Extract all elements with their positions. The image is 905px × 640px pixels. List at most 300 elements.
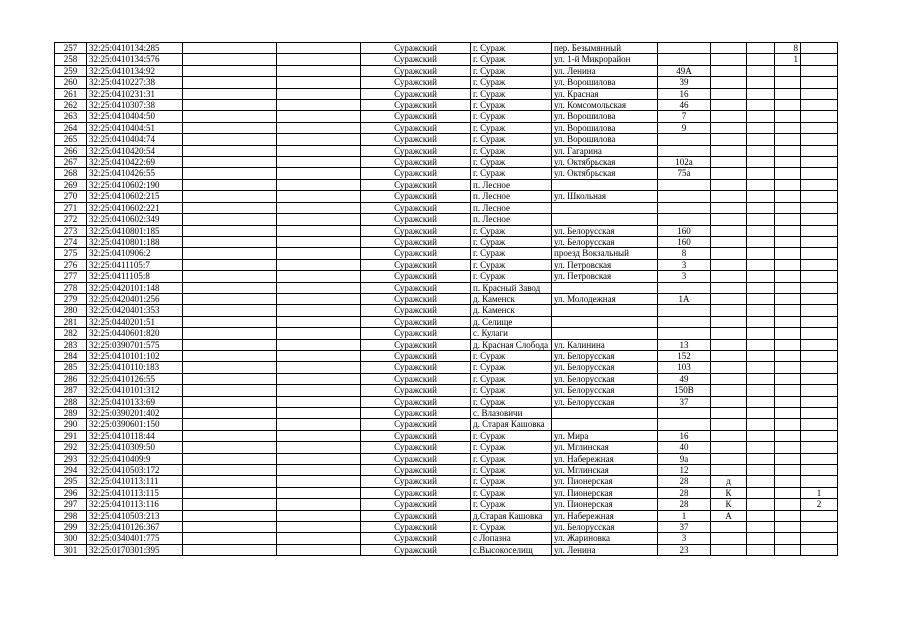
- table-row: [55, 77, 838, 88]
- cell-settlement: д. Красная Слобода: [471, 339, 552, 350]
- cell-blank-col-c: [747, 419, 775, 430]
- cell-apartment-number: 2: [801, 499, 838, 510]
- cell-street: ул. Мира: [552, 430, 658, 441]
- cell-settlement: г. Сураж: [471, 271, 552, 282]
- cell-house-letter: [711, 339, 747, 350]
- cell-blank-col-c: [747, 214, 775, 225]
- cell-blank-col-a: [183, 487, 277, 498]
- cell-house-letter: [711, 316, 747, 327]
- cell-row-number: 285: [55, 362, 87, 373]
- cell-house-letter: [711, 533, 747, 544]
- cell-house-letter: [711, 179, 747, 190]
- cell-extra-number: [775, 373, 801, 384]
- cell-house-letter: [711, 145, 747, 156]
- cell-street: ул. Молодежная: [552, 293, 658, 304]
- cell-blank-col-c: [747, 122, 775, 133]
- cell-blank-col-c: [747, 157, 775, 168]
- cell-district: Суражский: [361, 408, 471, 419]
- cell-blank-col-b: [277, 122, 361, 133]
- cell-row-number: 280: [55, 305, 87, 316]
- cell-blank-col-b: [277, 259, 361, 270]
- cell-extra-number: [775, 476, 801, 487]
- cell-row-number: 267: [55, 157, 87, 168]
- cell-extra-number: [775, 293, 801, 304]
- cell-extra-number: [775, 77, 801, 88]
- cell-house-letter: [711, 88, 747, 99]
- cell-blank-col-b: [277, 362, 361, 373]
- table-row: [55, 179, 838, 190]
- cell-row-number: 270: [55, 191, 87, 202]
- cell-street: ул. Белорусская: [552, 362, 658, 373]
- cell-settlement: г. Сураж: [471, 442, 552, 453]
- table-row: [55, 465, 838, 476]
- cell-district: Суражский: [361, 419, 471, 430]
- table-row: [55, 282, 838, 293]
- cell-apartment-number: [801, 442, 838, 453]
- cell-blank-col-a: [183, 533, 277, 544]
- cell-apartment-number: [801, 54, 838, 65]
- table-row: [55, 522, 838, 533]
- cell-house-number: [658, 419, 711, 430]
- cell-extra-number: [775, 100, 801, 111]
- cell-extra-number: [775, 236, 801, 247]
- cell-row-number: 279: [55, 293, 87, 304]
- cell-row-number: 278: [55, 282, 87, 293]
- cell-cadastral-number: 32:25:0410420:54: [87, 145, 183, 156]
- cell-house-number: [658, 179, 711, 190]
- cell-district: Суражский: [361, 191, 471, 202]
- cell-apartment-number: [801, 373, 838, 384]
- cell-cadastral-number: 32:25:0410134:576: [87, 54, 183, 65]
- table-row: [55, 305, 838, 316]
- cell-house-number: [658, 316, 711, 327]
- table-row: [55, 453, 838, 464]
- table-row: [55, 419, 838, 430]
- cell-extra-number: [775, 259, 801, 270]
- cell-cadastral-number: 32:25:0410404:51: [87, 122, 183, 133]
- table-row: [55, 202, 838, 213]
- cell-extra-number: [775, 510, 801, 521]
- cell-street: ул. Белорусская: [552, 385, 658, 396]
- register-sheet: [54, 42, 837, 556]
- cell-house-letter: [711, 430, 747, 441]
- cell-blank-col-c: [747, 373, 775, 384]
- cell-blank-col-c: [747, 339, 775, 350]
- cell-street: ул. Октябрьская: [552, 168, 658, 179]
- cell-cadastral-number: 32:25:0390201:402: [87, 408, 183, 419]
- cell-blank-col-c: [747, 168, 775, 179]
- cell-blank-col-b: [277, 453, 361, 464]
- cell-blank-col-a: [183, 271, 277, 282]
- cell-blank-col-c: [747, 499, 775, 510]
- cell-house-number: 37: [658, 522, 711, 533]
- cell-house-number: 152: [658, 350, 711, 361]
- cell-street: ул. Петровская: [552, 259, 658, 270]
- cell-settlement: г. Сураж: [471, 88, 552, 99]
- cell-blank-col-c: [747, 145, 775, 156]
- cell-extra-number: [775, 202, 801, 213]
- cell-settlement: г. Сураж: [471, 43, 552, 54]
- cell-row-number: 282: [55, 328, 87, 339]
- cell-street: [552, 214, 658, 225]
- cell-cadastral-number: 32:25:0420101:148: [87, 282, 183, 293]
- cell-district: Суражский: [361, 43, 471, 54]
- cell-blank-col-b: [277, 430, 361, 441]
- table-row: [55, 499, 838, 510]
- table-row: [55, 339, 838, 350]
- cell-row-number: 275: [55, 248, 87, 259]
- table-row: [55, 88, 838, 99]
- cell-house-number: 46: [658, 100, 711, 111]
- cell-settlement: п. Лесное: [471, 191, 552, 202]
- cell-district: Суражский: [361, 259, 471, 270]
- cell-house-number: 16: [658, 88, 711, 99]
- cell-extra-number: [775, 145, 801, 156]
- table-row: [55, 65, 838, 76]
- cell-settlement: г. Сураж: [471, 465, 552, 476]
- cell-extra-number: [775, 533, 801, 544]
- cell-blank-col-b: [277, 510, 361, 521]
- cell-settlement: г. Сураж: [471, 157, 552, 168]
- cell-blank-col-a: [183, 476, 277, 487]
- cell-extra-number: [775, 350, 801, 361]
- cell-house-number: 102а: [658, 157, 711, 168]
- cell-cadastral-number: 32:25:0410101:102: [87, 350, 183, 361]
- cell-house-number: 12: [658, 465, 711, 476]
- table-row: [55, 442, 838, 453]
- cell-cadastral-number: 32:25:0390701:575: [87, 339, 183, 350]
- cell-blank-col-a: [183, 214, 277, 225]
- cell-settlement: д. Каменск: [471, 293, 552, 304]
- cell-street: [552, 305, 658, 316]
- cell-apartment-number: [801, 396, 838, 407]
- cell-district: Суражский: [361, 225, 471, 236]
- cell-house-number: 9а: [658, 453, 711, 464]
- cell-district: Суражский: [361, 100, 471, 111]
- cell-house-number: 103: [658, 362, 711, 373]
- cell-settlement: п. Красный Завод: [471, 282, 552, 293]
- cell-settlement: п. Лесное: [471, 179, 552, 190]
- cell-blank-col-b: [277, 408, 361, 419]
- cell-street: ул. Белорусская: [552, 373, 658, 384]
- table-row: [55, 225, 838, 236]
- cell-street: ул. Октябрьская: [552, 157, 658, 168]
- cell-blank-col-b: [277, 157, 361, 168]
- cell-blank-col-c: [747, 293, 775, 304]
- cell-blank-col-a: [183, 100, 277, 111]
- cell-apartment-number: [801, 408, 838, 419]
- cell-house-number: 28: [658, 499, 711, 510]
- cell-district: Суражский: [361, 305, 471, 316]
- cell-apartment-number: [801, 134, 838, 145]
- cell-blank-col-b: [277, 214, 361, 225]
- cell-apartment-number: [801, 282, 838, 293]
- cell-blank-col-a: [183, 134, 277, 145]
- cell-row-number: 288: [55, 396, 87, 407]
- table-row: [55, 396, 838, 407]
- table-row: [55, 54, 838, 65]
- cell-district: Суражский: [361, 328, 471, 339]
- cell-apartment-number: [801, 111, 838, 122]
- cell-street: ул. Жариновка: [552, 533, 658, 544]
- cell-blank-col-c: [747, 43, 775, 54]
- cell-street: [552, 179, 658, 190]
- cell-house-letter: [711, 225, 747, 236]
- cell-street: ул. Ворошилова: [552, 134, 658, 145]
- table-row: [55, 533, 838, 544]
- cell-apartment-number: [801, 271, 838, 282]
- cell-cadastral-number: 32:25:0410801:188: [87, 236, 183, 247]
- cell-blank-col-c: [747, 111, 775, 122]
- cell-settlement: д. Селище: [471, 316, 552, 327]
- cell-apartment-number: [801, 214, 838, 225]
- cell-district: Суражский: [361, 396, 471, 407]
- cell-row-number: 272: [55, 214, 87, 225]
- cell-house-number: 3: [658, 259, 711, 270]
- cell-blank-col-c: [747, 259, 775, 270]
- cell-row-number: 301: [55, 544, 87, 555]
- cell-apartment-number: [801, 465, 838, 476]
- cell-extra-number: [775, 168, 801, 179]
- cell-extra-number: [775, 328, 801, 339]
- table-row: [55, 191, 838, 202]
- cell-settlement: г. Сураж: [471, 259, 552, 270]
- cell-settlement: г. Сураж: [471, 476, 552, 487]
- table-row: [55, 248, 838, 259]
- cell-extra-number: [775, 339, 801, 350]
- cell-extra-number: [775, 134, 801, 145]
- cell-district: Суражский: [361, 248, 471, 259]
- cell-blank-col-c: [747, 191, 775, 202]
- cell-blank-col-b: [277, 396, 361, 407]
- cell-house-letter: [711, 522, 747, 533]
- cell-house-number: [658, 282, 711, 293]
- cell-house-letter: [711, 396, 747, 407]
- cell-row-number: 273: [55, 225, 87, 236]
- cell-house-letter: [711, 168, 747, 179]
- cell-extra-number: [775, 88, 801, 99]
- cell-settlement: г. Сураж: [471, 487, 552, 498]
- cell-settlement: г. Сураж: [471, 385, 552, 396]
- table-row: [55, 328, 838, 339]
- cell-blank-col-b: [277, 179, 361, 190]
- cell-blank-col-a: [183, 305, 277, 316]
- cell-extra-number: [775, 271, 801, 282]
- cell-row-number: 264: [55, 122, 87, 133]
- cell-house-number: [658, 202, 711, 213]
- cell-district: Суражский: [361, 77, 471, 88]
- cell-blank-col-a: [183, 157, 277, 168]
- cell-cadastral-number: 32:25:0440601:820: [87, 328, 183, 339]
- cell-blank-col-b: [277, 248, 361, 259]
- cell-apartment-number: [801, 362, 838, 373]
- cell-blank-col-b: [277, 316, 361, 327]
- cell-house-letter: [711, 134, 747, 145]
- cell-blank-col-b: [277, 350, 361, 361]
- cell-house-letter: [711, 385, 747, 396]
- cell-blank-col-c: [747, 476, 775, 487]
- cell-house-number: 1А: [658, 293, 711, 304]
- cell-row-number: 291: [55, 430, 87, 441]
- cell-house-letter: [711, 259, 747, 270]
- cell-cadastral-number: 32:25:0410134:92: [87, 65, 183, 76]
- cell-row-number: 263: [55, 111, 87, 122]
- cell-cadastral-number: 32:25:0390601:150: [87, 419, 183, 430]
- cell-district: Суражский: [361, 350, 471, 361]
- table-row: [55, 476, 838, 487]
- cell-apartment-number: [801, 430, 838, 441]
- cell-house-number: 160: [658, 236, 711, 247]
- cell-blank-col-b: [277, 145, 361, 156]
- cell-row-number: 261: [55, 88, 87, 99]
- cell-blank-col-c: [747, 396, 775, 407]
- cell-street: [552, 282, 658, 293]
- cell-blank-col-a: [183, 168, 277, 179]
- cell-house-number: 40: [658, 442, 711, 453]
- cell-house-number: 49А: [658, 65, 711, 76]
- cell-house-number: 49: [658, 373, 711, 384]
- land-register-table: [54, 42, 838, 556]
- cell-house-letter: [711, 328, 747, 339]
- cell-apartment-number: [801, 77, 838, 88]
- cell-settlement: г. Сураж: [471, 499, 552, 510]
- cell-row-number: 276: [55, 259, 87, 270]
- table-row: [55, 544, 838, 555]
- cell-cadastral-number: 32:25:0410101:312: [87, 385, 183, 396]
- cell-blank-col-c: [747, 328, 775, 339]
- cell-street: ул. Гагарина: [552, 145, 658, 156]
- cell-house-letter: [711, 54, 747, 65]
- cell-cadastral-number: 32:25:0411105:7: [87, 259, 183, 270]
- cell-district: Суражский: [361, 214, 471, 225]
- cell-district: Суражский: [361, 544, 471, 555]
- cell-apartment-number: 1: [801, 487, 838, 498]
- cell-district: Суражский: [361, 202, 471, 213]
- cell-extra-number: [775, 430, 801, 441]
- cell-house-number: 9: [658, 122, 711, 133]
- cell-blank-col-c: [747, 533, 775, 544]
- cell-district: Суражский: [361, 487, 471, 498]
- cell-extra-number: [775, 282, 801, 293]
- cell-district: Суражский: [361, 316, 471, 327]
- cell-blank-col-b: [277, 77, 361, 88]
- cell-blank-col-b: [277, 134, 361, 145]
- cell-settlement: г. Сураж: [471, 248, 552, 259]
- cell-apartment-number: [801, 305, 838, 316]
- cell-district: Суражский: [361, 476, 471, 487]
- cell-settlement: г. Сураж: [471, 362, 552, 373]
- cell-settlement: д. Старая Кашовка: [471, 419, 552, 430]
- cell-row-number: 265: [55, 134, 87, 145]
- cell-settlement: г. Сураж: [471, 134, 552, 145]
- cell-settlement: г. Сураж: [471, 145, 552, 156]
- cell-cadastral-number: 32:25:0420401:256: [87, 293, 183, 304]
- cell-blank-col-c: [747, 65, 775, 76]
- cell-house-letter: [711, 465, 747, 476]
- cell-street: ул. Ленина: [552, 544, 658, 555]
- cell-cadastral-number: 32:25:0411105:8: [87, 271, 183, 282]
- cell-blank-col-a: [183, 225, 277, 236]
- cell-extra-number: [775, 111, 801, 122]
- cell-row-number: 296: [55, 487, 87, 498]
- cell-extra-number: [775, 65, 801, 76]
- cell-row-number: 289: [55, 408, 87, 419]
- cell-apartment-number: [801, 522, 838, 533]
- cell-blank-col-a: [183, 54, 277, 65]
- cell-house-letter: А: [711, 510, 747, 521]
- cell-house-number: [658, 191, 711, 202]
- cell-apartment-number: [801, 248, 838, 259]
- cell-blank-col-b: [277, 465, 361, 476]
- cell-district: Суражский: [361, 362, 471, 373]
- cell-apartment-number: [801, 88, 838, 99]
- cell-street: ул. Ворошилова: [552, 77, 658, 88]
- cell-house-letter: К: [711, 487, 747, 498]
- cell-cadastral-number: 32:25:0410602:215: [87, 191, 183, 202]
- cell-settlement: с.Высокоселищ: [471, 544, 552, 555]
- cell-blank-col-a: [183, 248, 277, 259]
- cell-house-letter: [711, 293, 747, 304]
- cell-blank-col-a: [183, 88, 277, 99]
- cell-street: ул. Красная: [552, 88, 658, 99]
- cell-apartment-number: [801, 510, 838, 521]
- cell-blank-col-b: [277, 487, 361, 498]
- cell-street: [552, 202, 658, 213]
- cell-row-number: 277: [55, 271, 87, 282]
- cell-blank-col-c: [747, 54, 775, 65]
- cell-district: Суражский: [361, 373, 471, 384]
- cell-apartment-number: [801, 316, 838, 327]
- cell-street: ул. Белорусская: [552, 225, 658, 236]
- cell-settlement: с Лопазна: [471, 533, 552, 544]
- cell-district: Суражский: [361, 111, 471, 122]
- cell-street: ул. Пионерская: [552, 487, 658, 498]
- cell-extra-number: [775, 305, 801, 316]
- cell-district: Суражский: [361, 293, 471, 304]
- cell-house-letter: [711, 544, 747, 555]
- cell-house-number: 39: [658, 77, 711, 88]
- cell-cadastral-number: 32:25:0410602:190: [87, 179, 183, 190]
- cell-street: ул. Белорусская: [552, 350, 658, 361]
- cell-house-letter: [711, 202, 747, 213]
- cell-house-number: 1: [658, 510, 711, 521]
- cell-house-number: [658, 408, 711, 419]
- cell-blank-col-c: [747, 385, 775, 396]
- cell-house-number: [658, 54, 711, 65]
- cell-apartment-number: [801, 100, 838, 111]
- cell-blank-col-c: [747, 362, 775, 373]
- cell-blank-col-a: [183, 362, 277, 373]
- cell-house-number: 37: [658, 396, 711, 407]
- cell-extra-number: 1: [775, 54, 801, 65]
- cell-row-number: 268: [55, 168, 87, 179]
- cell-extra-number: [775, 465, 801, 476]
- cell-cadastral-number: 32:25:0410134:285: [87, 43, 183, 54]
- table-row: [55, 293, 838, 304]
- cell-cadastral-number: 32:25:0410227:38: [87, 77, 183, 88]
- cell-house-letter: [711, 100, 747, 111]
- cell-house-letter: К: [711, 499, 747, 510]
- cell-blank-col-c: [747, 522, 775, 533]
- table-row: [55, 271, 838, 282]
- table-row: [55, 100, 838, 111]
- cell-house-number: 8: [658, 248, 711, 259]
- cell-house-letter: [711, 408, 747, 419]
- cell-house-letter: [711, 362, 747, 373]
- cell-blank-col-c: [747, 100, 775, 111]
- cell-blank-col-a: [183, 328, 277, 339]
- cell-house-letter: [711, 350, 747, 361]
